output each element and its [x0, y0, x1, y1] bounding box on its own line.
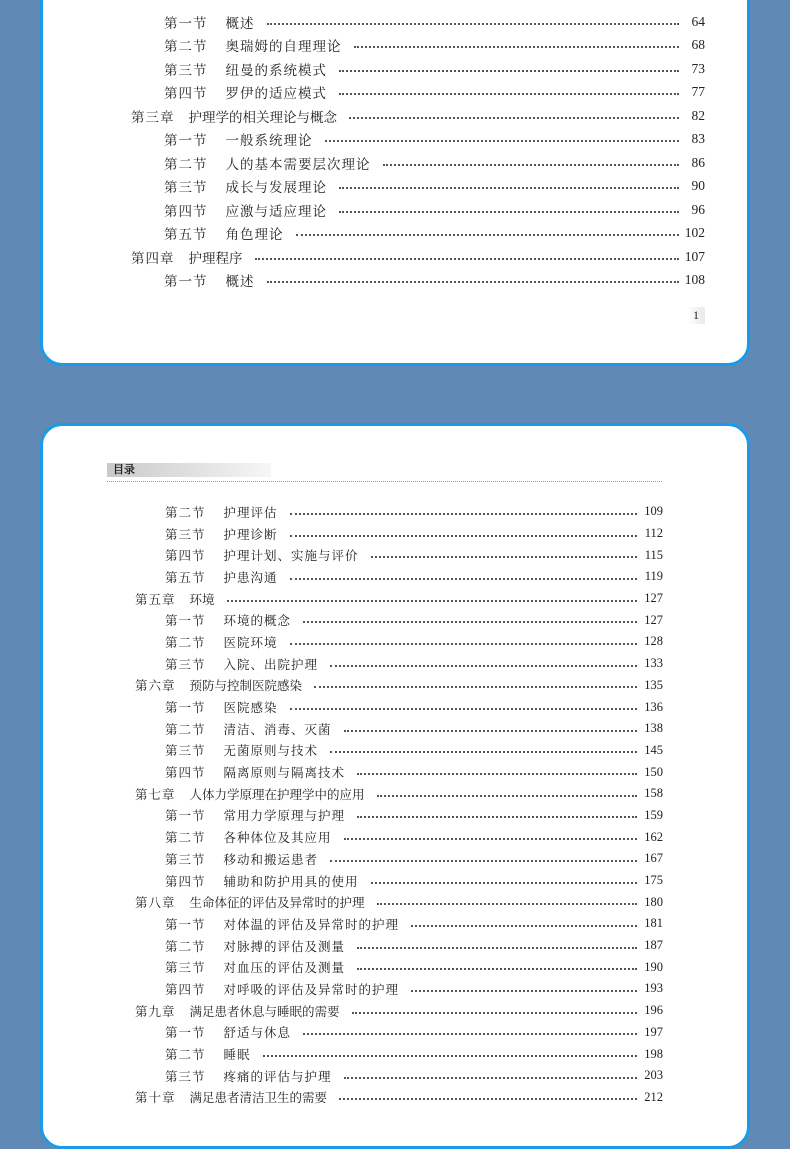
toc-section-entry[interactable] — [135, 1043, 663, 1065]
entry-number: 第一节 — [165, 808, 206, 824]
entry-number: 第一节 — [165, 613, 206, 629]
entry-number: 第四节 — [165, 548, 206, 564]
entry-page: 158 — [644, 786, 663, 801]
entry-page: 180 — [644, 894, 663, 909]
entry-page: 86 — [691, 154, 705, 170]
leader-dots — [354, 46, 680, 48]
entry-page: 73 — [691, 60, 705, 76]
entry-title: 移动和搬运患者 — [223, 851, 319, 867]
entry-page: 107 — [684, 248, 705, 264]
toc-chapter-entry[interactable] — [135, 783, 663, 805]
toc-section-entry[interactable] — [135, 696, 663, 718]
entry-number: 第二节 — [165, 938, 206, 954]
entry-title: 隔离原则与隔离技术 — [223, 765, 346, 781]
entry-page: 102 — [684, 225, 705, 241]
entry-title: 预防与控制医院感染 — [189, 678, 303, 694]
entry-page: 83 — [691, 131, 705, 147]
entry-number: 第十章 — [135, 1090, 176, 1106]
entry-page: 203 — [644, 1068, 663, 1083]
leader-dots — [255, 258, 679, 260]
toc-section-entry[interactable] — [131, 34, 705, 58]
entry-page: 212 — [644, 1089, 663, 1104]
toc-page-1 — [40, 0, 750, 366]
toc-section-entry[interactable] — [135, 609, 663, 631]
leader-dots — [290, 513, 637, 515]
entry-page: 82 — [691, 107, 705, 123]
entry-page: 128 — [644, 634, 663, 649]
toc-section-entry[interactable] — [135, 501, 663, 523]
toc-section-entry[interactable] — [135, 761, 663, 783]
entry-title: 应激与适应理论 — [225, 203, 327, 220]
leader-dots — [290, 535, 637, 537]
entry-number: 第一节 — [165, 916, 206, 932]
leader-dots — [377, 903, 637, 905]
entry-number: 第三节 — [165, 743, 206, 759]
entry-page: 167 — [644, 851, 663, 866]
entry-page: 115 — [644, 547, 663, 562]
leader-dots — [263, 1055, 637, 1057]
toc-chapter-entry[interactable] — [135, 1000, 663, 1022]
entry-number: 第三节 — [164, 180, 208, 197]
entry-number: 第一节 — [165, 700, 206, 716]
header-divider — [107, 481, 662, 482]
entry-number: 第四节 — [165, 981, 206, 997]
entry-title: 清洁、消毒、灭菌 — [223, 721, 332, 737]
leader-dots — [371, 556, 637, 558]
entry-title: 人体力学原理在护理学中的应用 — [189, 786, 365, 802]
entry-page: 133 — [644, 656, 663, 671]
leader-dots — [411, 990, 637, 992]
entry-number: 第二节 — [165, 830, 206, 846]
toc-section-entry[interactable] — [135, 631, 663, 653]
entry-title: 医院感染 — [223, 700, 278, 716]
entry-title: 对血压的评估及测量 — [223, 960, 346, 976]
leader-dots — [339, 187, 679, 189]
leader-dots — [290, 708, 637, 710]
leader-dots — [330, 860, 637, 862]
entry-page: 145 — [644, 742, 663, 757]
entry-title: 人的基本需要层次理论 — [225, 156, 371, 173]
toc-section-entry[interactable] — [135, 1065, 663, 1087]
entry-number: 第一节 — [164, 133, 208, 150]
entry-title: 满足患者清洁卫生的需要 — [189, 1090, 328, 1106]
leader-dots — [267, 23, 680, 25]
entry-number: 第一节 — [164, 274, 208, 291]
toc-header: 目录 — [107, 463, 271, 477]
entry-number: 第三节 — [165, 656, 206, 672]
entry-number: 第二节 — [165, 1047, 206, 1063]
entry-number: 第六章 — [135, 678, 176, 694]
entry-title: 疼痛的评估与护理 — [223, 1068, 332, 1084]
toc-chapter-entry[interactable] — [135, 588, 663, 610]
toc-section-entry[interactable] — [135, 870, 663, 892]
entry-title: 角色理论 — [225, 227, 284, 244]
entry-number: 第五节 — [164, 227, 208, 244]
toc-section-entry[interactable] — [135, 935, 663, 957]
entry-page: 127 — [644, 591, 663, 606]
entry-number: 第三章 — [131, 109, 175, 126]
entry-number: 第四章 — [131, 250, 175, 267]
toc-section-entry[interactable] — [131, 128, 705, 152]
entry-title: 概述 — [225, 15, 255, 32]
entry-page: 136 — [644, 699, 663, 714]
entry-page: 175 — [644, 873, 663, 888]
toc-section-entry[interactable] — [135, 718, 663, 740]
entry-number: 第五章 — [135, 591, 176, 607]
entry-title: 睡眠 — [223, 1047, 251, 1063]
toc-section-entry[interactable] — [135, 913, 663, 935]
leader-dots — [296, 234, 679, 236]
entry-number: 第三节 — [164, 62, 208, 79]
entry-title: 护患沟通 — [223, 569, 278, 585]
entry-number: 第二节 — [165, 634, 206, 650]
toc-section-entry[interactable] — [131, 222, 705, 246]
leader-dots — [344, 1077, 637, 1079]
toc-chapter-entry[interactable] — [131, 104, 705, 128]
leader-dots — [344, 730, 637, 732]
toc-section-entry[interactable] — [131, 81, 705, 105]
toc-section-entry[interactable] — [135, 740, 663, 762]
entry-page: 187 — [644, 938, 663, 953]
entry-page: 198 — [644, 1046, 663, 1061]
entry-page: 138 — [644, 721, 663, 736]
entry-page: 193 — [644, 981, 663, 996]
toc-chapter-entry[interactable] — [135, 891, 663, 913]
entry-title: 对呼吸的评估及异常时的护理 — [223, 981, 400, 997]
entry-title: 生命体征的评估及异常时的护理 — [189, 895, 365, 911]
entry-number: 第三节 — [165, 851, 206, 867]
entry-title: 无菌原则与技术 — [223, 743, 319, 759]
toc-section-entry[interactable] — [135, 566, 663, 588]
entry-page: 197 — [644, 1024, 663, 1039]
toc-section-entry[interactable] — [131, 175, 705, 199]
leader-dots — [330, 751, 637, 753]
entry-title: 成长与发展理论 — [225, 180, 327, 197]
entry-title: 环境 — [189, 591, 215, 607]
entry-page: 112 — [644, 526, 663, 541]
leader-dots — [303, 621, 637, 623]
entry-number: 第八章 — [135, 895, 176, 911]
entry-title: 罗伊的适应模式 — [225, 86, 327, 103]
leader-dots — [325, 140, 680, 142]
entry-page: 150 — [644, 764, 663, 779]
toc-chapter-entry[interactable] — [131, 245, 705, 269]
entry-number: 第二节 — [165, 721, 206, 737]
leader-dots — [383, 164, 680, 166]
entry-page: 90 — [691, 178, 705, 194]
entry-title: 入院、出院护理 — [223, 656, 319, 672]
leader-dots — [290, 578, 637, 580]
leader-dots — [357, 816, 637, 818]
entry-page: 190 — [644, 959, 663, 974]
entry-page: 119 — [644, 569, 663, 584]
entry-title: 纽曼的系统模式 — [225, 62, 327, 79]
entry-title: 护理诊断 — [223, 526, 278, 542]
leader-dots — [357, 773, 637, 775]
toc-section-entry[interactable] — [131, 57, 705, 81]
entry-number: 第二节 — [164, 39, 208, 56]
entry-number: 第一节 — [164, 15, 208, 32]
entry-page: 162 — [644, 829, 663, 844]
entry-title: 医院环境 — [223, 634, 278, 650]
leader-dots — [377, 795, 637, 797]
leader-dots — [227, 600, 637, 602]
entry-title: 常用力学原理与护理 — [223, 808, 346, 824]
leader-dots — [267, 281, 679, 283]
toc-section-entry[interactable] — [131, 198, 705, 222]
toc-section-entry[interactable] — [131, 151, 705, 175]
leader-dots — [357, 968, 637, 970]
toc-section-entry[interactable] — [135, 805, 663, 827]
entry-page: 159 — [644, 807, 663, 822]
leader-dots — [339, 70, 679, 72]
entry-number: 第一节 — [165, 1025, 206, 1041]
leader-dots — [339, 211, 679, 213]
entry-page: 109 — [644, 504, 663, 519]
toc-section-entry[interactable] — [135, 653, 663, 675]
entry-page: 108 — [684, 272, 705, 288]
entry-number: 第二节 — [165, 504, 206, 520]
toc-list — [131, 10, 705, 292]
entry-page: 196 — [644, 1003, 663, 1018]
entry-title: 护理程序 — [188, 250, 243, 267]
entry-title: 一般系统理论 — [225, 133, 313, 150]
leader-dots — [339, 1098, 637, 1100]
toc-section-entry[interactable] — [131, 10, 705, 34]
entry-page: 96 — [691, 201, 705, 217]
leader-dots — [330, 665, 637, 667]
entry-number: 第三节 — [165, 1068, 206, 1084]
entry-number: 第四节 — [165, 873, 206, 889]
toc-section-entry[interactable] — [135, 978, 663, 1000]
page-number: 1 — [687, 307, 705, 324]
entry-title: 环境的概念 — [223, 613, 292, 629]
entry-title: 各种体位及其应用 — [223, 830, 332, 846]
entry-page: 181 — [644, 916, 663, 931]
entry-page: 135 — [644, 677, 663, 692]
leader-dots — [339, 93, 679, 95]
entry-page: 77 — [691, 84, 705, 100]
toc-section-entry[interactable] — [135, 1022, 663, 1044]
leader-dots — [371, 882, 637, 884]
toc-section-entry[interactable] — [135, 826, 663, 848]
entry-number: 第四节 — [164, 203, 208, 220]
entry-number: 第五节 — [165, 569, 206, 585]
entry-number: 第四节 — [165, 765, 206, 781]
toc-chapter-entry[interactable] — [135, 675, 663, 697]
entry-page: 64 — [691, 13, 705, 29]
toc-section-entry[interactable] — [135, 523, 663, 545]
entry-page: 127 — [644, 612, 663, 627]
entry-title: 奥瑞姆的自理理论 — [225, 39, 342, 56]
leader-dots — [411, 925, 637, 927]
toc-page-2 — [40, 423, 750, 1149]
entry-number: 第四节 — [164, 86, 208, 103]
leader-dots — [352, 1012, 637, 1014]
leader-dots — [357, 947, 637, 949]
entry-title: 护理评估 — [223, 504, 278, 520]
entry-number: 第三节 — [165, 526, 206, 542]
leader-dots — [349, 117, 679, 119]
leader-dots — [344, 838, 637, 840]
toc-section-entry[interactable] — [135, 544, 663, 566]
entry-page: 68 — [691, 37, 705, 53]
toc-chapter-entry[interactable] — [135, 1087, 663, 1109]
entry-title: 对体温的评估及异常时的护理 — [223, 916, 400, 932]
entry-number: 第七章 — [135, 786, 176, 802]
entry-title: 辅助和防护用具的使用 — [223, 873, 359, 889]
toc-section-entry[interactable] — [135, 956, 663, 978]
entry-title: 概述 — [225, 274, 255, 291]
toc-list — [135, 501, 663, 1108]
leader-dots — [290, 643, 637, 645]
entry-number: 第九章 — [135, 1003, 176, 1019]
entry-title: 舒适与休息 — [223, 1025, 292, 1041]
entry-title: 护理学的相关理论与概念 — [188, 109, 337, 126]
entry-title: 护理计划、实施与评价 — [223, 548, 359, 564]
entry-number: 第二节 — [164, 156, 208, 173]
entry-title: 对脉搏的评估及测量 — [223, 938, 346, 954]
toc-section-entry[interactable] — [135, 848, 663, 870]
leader-dots — [303, 1033, 637, 1035]
entry-number: 第三节 — [165, 960, 206, 976]
entry-title: 满足患者休息与睡眠的需要 — [189, 1003, 340, 1019]
toc-section-entry[interactable] — [131, 269, 705, 293]
leader-dots — [314, 686, 637, 688]
